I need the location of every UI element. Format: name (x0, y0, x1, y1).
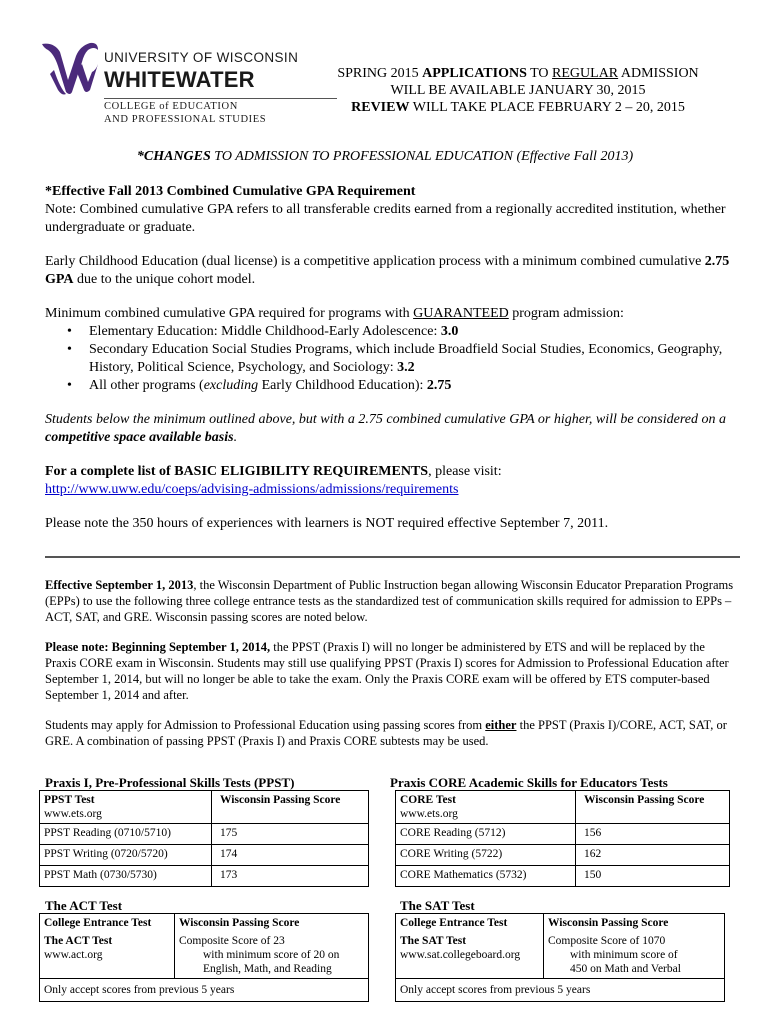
table-header-row: College Entrance Test Wisconsin Passing Score (396, 914, 725, 933)
table-header-row: PPST Test www.ets.org Wisconsin Passing Score (40, 791, 369, 824)
logo-college-line-1: COLLEGE of EDUCATION (104, 101, 238, 112)
act-table (39, 913, 369, 1002)
list-item: • All other programs (excluding Early Childhood Education): 2.75 (67, 377, 735, 395)
w-monogram-icon (40, 40, 100, 98)
table-header-row: College Entrance Test Wisconsin Passing Score (40, 914, 369, 933)
ece-paragraph: Early Childhood Education (dual license) is a competitive application process with a minimum combined cumulative 2.75 GPA due to the unique cohort model. (45, 254, 730, 287)
table-row: CORE Writing (5722) 162 (396, 845, 730, 866)
tests-paragraph-2: Please note: Beginning September 1, 2014, the PPST (Praxis I) will no longer be administered by ETS and will be replaced by the Praxis CORE exam in Wisconsin. Students may still use qualifying PPST (Praxis I) scores for Admission to Professional Education after September 1, 2014, but will no longer be able to take the exam. Only the Praxis CORE exam will be offered by ETS computer-based September 1, 2014 and after. (45, 640, 729, 702)
table-row: CORE Mathematics (5732) 150 (396, 866, 730, 887)
minimum-gpa-intro: Minimum combined cumulative GPA required for programs with GUARANTEED program admission: (45, 306, 624, 321)
core-table-title: Praxis CORE Academic Skills for Educators Tests (390, 775, 668, 790)
logo-university-line: UNIVERSITY OF WISCONSIN (104, 50, 299, 65)
entrance-tests-section (45, 577, 735, 763)
gpa-note: Note: Combined cumulative GPA refers to all transferable credits earned from a regionally accredited institution, whether undergraduate or graduate. (45, 202, 726, 235)
tests-paragraph-3: Students may apply for Admission to Professional Education using passing scores from either the PPST (Praxis I)/CORE, ACT, SAT, or GRE. A combination of passing PPST (Praxis I) and Praxis CORE subtests may be used. (45, 718, 727, 748)
application-dates-notice: SPRING 2015 APPLICATIONS TO REGULAR ADMISSION WILL BE AVAILABLE JANUARY 30, 2015 REVIEW WILL TAKE PLACE FEBRUARY 2 – 20, 2015 (337, 66, 699, 115)
section-divider (45, 556, 740, 558)
gpa-program-list (67, 323, 735, 395)
sat-table-title: The SAT Test (400, 898, 475, 913)
table-row: Only accept scores from previous 5 years (40, 979, 369, 1002)
table-row: PPST Writing (0720/5720) 174 (40, 845, 369, 866)
table-row: The ACT Test www.act.org Composite Score of 23 with minimum score of 20 on English, Math, and Reading (40, 932, 369, 979)
ppst-table-title: Praxis I, Pre-Professional Skills Tests (PPST) (45, 775, 295, 790)
list-item: • Secondary Education Social Studies Programs, which include Broadfield Social Studies, Economics, Geography, History, Political Science, Psychology, and Sociology: 3.2 (67, 341, 735, 377)
act-table-title: The ACT Test (45, 898, 123, 913)
list-item: • Elementary Education: Middle Childhood-Early Adolescence: 3.0 (67, 323, 735, 341)
core-table (395, 790, 730, 887)
changes-heading: *CHANGES TO ADMISSION TO PROFESSIONAL EDUCATION (Effective Fall 2013) (136, 149, 634, 164)
table-row: The SAT Test www.sat.collegeboard.org Composite Score of 1070 with minimum score of 450 on Math and Verbal (396, 932, 725, 979)
table-row: PPST Math (0730/5730) 173 (40, 866, 369, 887)
requirements-link[interactable]: http://www.uww.edu/coeps/advising-admissions/admissions/requirements (45, 482, 459, 497)
sat-table (395, 913, 725, 1002)
eligibility-paragraph: For a complete list of BASIC ELIGIBILITY REQUIREMENTS, please visit: http://www.uww.edu/coeps/advising-admissions/admissions/requirements (45, 464, 502, 497)
table-row: PPST Reading (0710/5710) 175 (40, 824, 369, 845)
tests-paragraph-1: Effective September 1, 2013, the Wisconsin Department of Public Instruction began allowing Wisconsin Educator Preparation Programs (EPPs) to use the following three college entrance tests as the standardized test of communication skills required for admission to EPPs – ACT, SAT, and GRE. Wisconsin passing scores are noted below. (45, 578, 734, 624)
hours-note: Please note the 350 hours of experiences with learners is NOT required effective September 7, 2011. (45, 516, 609, 531)
gpa-heading: *Effective Fall 2013 Combined Cumulative GPA Requirement (45, 184, 416, 199)
gpa-requirements-section (45, 183, 735, 549)
uw-whitewater-logo (40, 40, 302, 125)
table-row: Only accept scores from previous 5 years (396, 979, 725, 1002)
table-header-row: CORE Test www.ets.org Wisconsin Passing Score (396, 791, 730, 824)
table-row: CORE Reading (5712) 156 (396, 824, 730, 845)
logo-divider (104, 98, 337, 99)
logo-whitewater-line: WHITEWATER (104, 67, 255, 92)
competitive-space-note: Students below the minimum outlined above, but with a 2.75 combined cumulative GPA or higher, will be considered on a competitive space available basis. (45, 412, 726, 445)
logo-college-line-2: AND PROFESSIONAL STUDIES (104, 114, 267, 125)
ppst-table (39, 790, 369, 887)
